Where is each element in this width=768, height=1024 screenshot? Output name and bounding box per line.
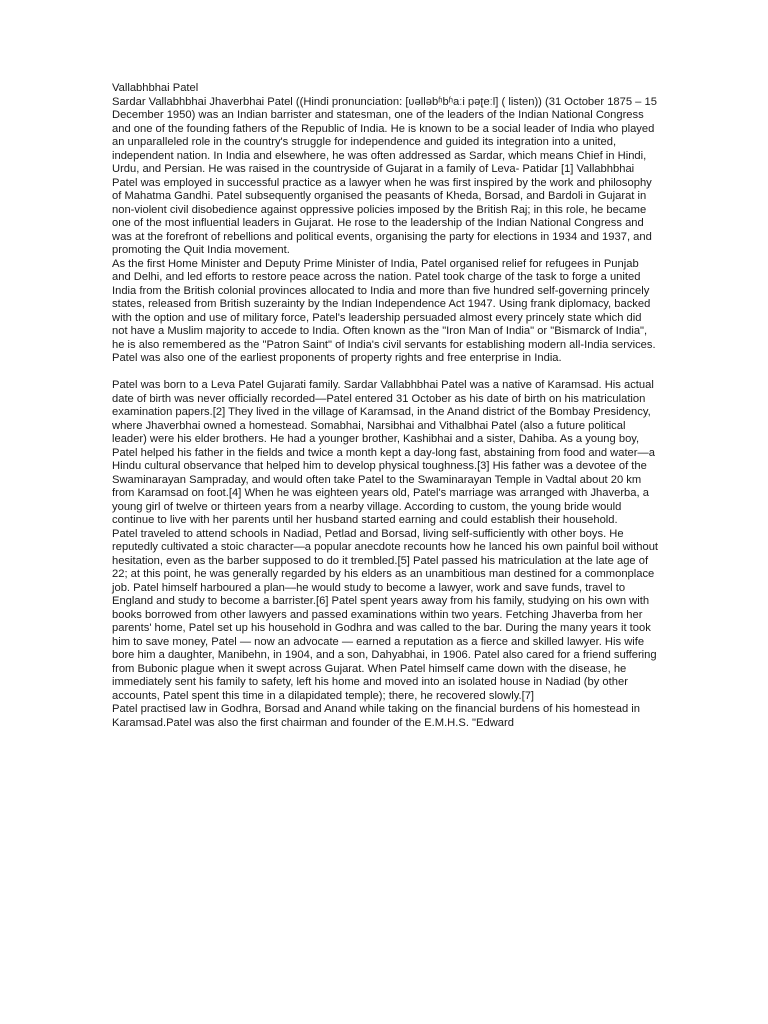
document-page — [112, 82, 660, 730]
paragraph-home-minister: As the first Home Minister and Deputy Prime Minister of India, Patel organised relief for refugees in Punjab and Delhi, and led efforts to restore peace across the nation. Patel took charge of the task to forge a united India from the British colonial provinces allocated to India and more than five hundred self-governing princely states, released from British suzerainty by the Indian Independence Act 1947. Using frank diplomacy, backed with the option and use of military force, Patel's leadership persuaded almost every princely state which did not have a Muslim majority to accede to India. Often known as the "Iron Man of India" or "Bismarck of India", he is also remembered as the "Patron Saint" of India's civil servants for establishing modern all-India services. Patel was also one of the earliest proponents of property rights and free enterprise in India. — [112, 257, 656, 364]
paragraph-intro: Sardar Vallabhbhai Jhaverbhai Patel ((Hindi pronunciation: [ʋəlləbʱbʱaːi pəʈeːl] ( listen)) (31 October 1875 – 15 December 1950) was an Indian barrister and statesman, one of the leaders of the Indian National Congress and one of the founding fathers of the Republic of India. He is known to be a social leader of India who played an unparalleled role in the country's struggle for independence and guided its integration into a united, independent nation. In India and elsewhere, he was often addressed as Sardar, which means Chief in Hindi, Urdu, and Persian. He was raised in the countryside of Gujarat in a family of Leva- Patidar [1] Vallabhbhai Patel was employed in successful practice as a lawyer when he was first inspired by the work and philosophy of Mahatma Gandhi. Patel subsequently organised the peasants of Kheda, Borsad, and Bardoli in Gujarat in non-violent civil disobedience against oppressive policies imposed by the British Raj; in this role, he became one of the most influential leaders in Gujarat. He rose to the leadership of the Indian National Congress and was at the forefront of rebellions and political events, organising the party for elections in 1934 and 1937, and promoting the Quit India movement. — [112, 95, 657, 256]
paragraph-education: Patel traveled to attend schools in Nadiad, Petlad and Borsad, living self-sufficiently with other boys. He reputedly cultivated a stoic character—a popular anecdote recounts how he lanced his own painful boil without hesitation, even as the barber supposed to do it trembled.[5] Patel passed his matriculation at the late age of 22; at this point, he was generally regarded by his elders as an unambitious man destined for a commonplace job. Patel himself harboured a plan—he would study to become a lawyer, work and save funds, travel to England and study to become a barrister.[6] Patel spent years away from his family, studying on his own with books borrowed from other lawyers and passed examinations within two years. Fetching Jhaverba from her parents' home, Patel set up his household in Godhra and was called to the bar. During the many years it took him to save money, Patel — now an advocate — earned a reputation as a fierce and skilled lawyer. His wife bore him a daughter, Manibehn, in 1904, and a son, Dahyabhai, in 1906. Patel also cared for a friend suffering from Bubonic plague when it swept across Gujarat. When Patel himself came down with the disease, he immediately sent his family to safety, left his home and moved into an isolated house in Nadiad (by other accounts, Patel spent this time in a dilapidated temple); there, he recovered slowly.[7] — [112, 527, 659, 702]
paragraph-law-practice: Patel practised law in Godhra, Borsad and Anand while taking on the financial burdens of his homestead in Karamsad.Patel was also the first chairman and founder of the E.M.H.S. "Edward — [112, 703, 641, 729]
paragraph-early-life: Patel was born to a Leva Patel Gujarati family. Sardar Vallabhbhai Patel was a native of Karamsad. His actual date of birth was never officially recorded—Patel entered 31 October as his date of birth on his matriculation examination papers.[2] They lived in the village of Karamsad, in the Anand district of the Bombay Presidency, where Jhaverbhai owned a homestead. Somabhai, Narsibhai and Vithalbhai Patel (also a future political leader) were his elder brothers. He had a younger brother, Kashibhai and a sister, Dahiba. As a young boy, Patel helped his father in the fields and twice a month kept a day-long fast, abstaining from food and water—a Hindu cultural observance that helped him to develop physical toughness.[3] His father was a devotee of the Swaminarayan Sampraday, and would often take Patel to the Swaminarayan Temple in Vadtal about 20 km from Karamsad on foot.[4] When he was eighteen years old, Patel's marriage was arranged with Jhaverba, a young girl of twelve or thirteen years from a nearby village. According to custom, the young bride would continue to live with her parents until her husband started earning and could establish their household. — [112, 379, 655, 526]
paragraph-spacer — [112, 366, 660, 380]
document-title: Vallabhbhai Patel — [112, 82, 199, 94]
